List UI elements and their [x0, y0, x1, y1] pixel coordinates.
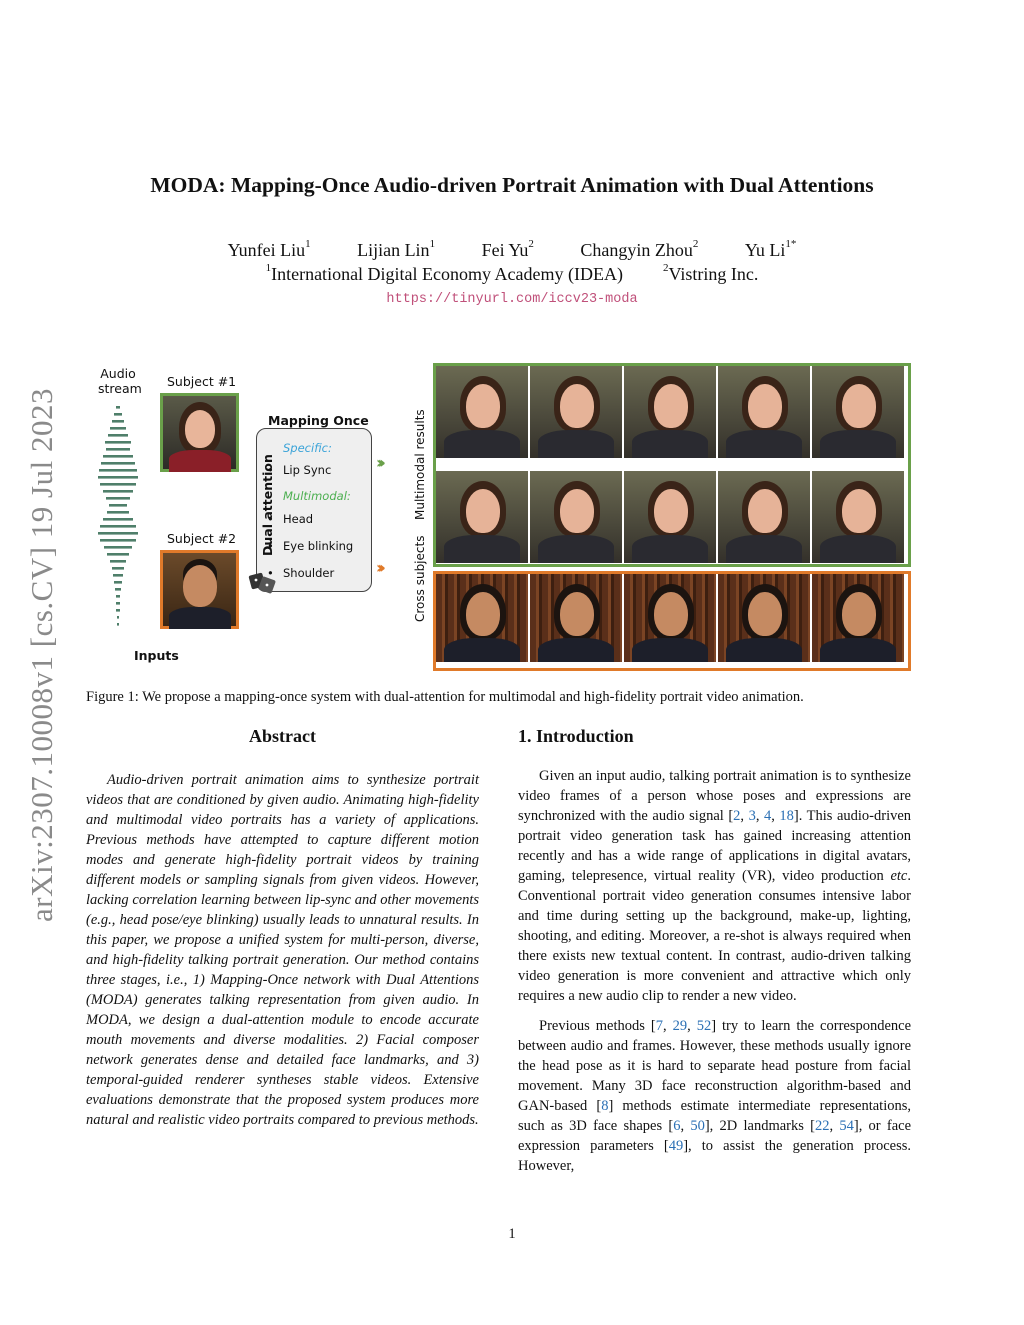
- chevron-right-icon: ›››: [376, 453, 381, 472]
- portrait-frame: [530, 366, 624, 458]
- author-sup: 1*: [785, 238, 797, 250]
- waveform-bar: [117, 616, 119, 619]
- waveform-bar: [112, 567, 124, 570]
- dice-icon: [248, 570, 278, 596]
- multimodal-heading: Multimodal:: [283, 489, 351, 503]
- waveform-bar: [103, 455, 133, 458]
- author: [357, 240, 435, 260]
- portrait-frame: [718, 366, 812, 458]
- paper-title: MODA: Mapping-Once Audio-driven Portrait Animation with Dual Attentions: [150, 173, 874, 197]
- citation-link[interactable]: 22: [814, 1118, 830, 1134]
- author-sup: 2: [528, 238, 534, 250]
- portrait-frame: [812, 574, 904, 662]
- author: [228, 240, 311, 260]
- waveform-bar: [107, 511, 129, 514]
- citation-link[interactable]: 2: [733, 808, 741, 824]
- intro-paragraph: Previous methods [7, 29, 52] try to learn the correspondence between audio and frames. However, these methods usually ignore the head pose as it is hard to separate head posture from facial movement. Many 3D face reconstruction algorithm-based and GAN-based [8] methods estimate intermediate representations, such as 3D face shapes [6, 50], 2D landmarks [22, 54], or face expression parameters [49], to assist the generation process. However,: [518, 1018, 912, 1174]
- citation-link[interactable]: 54: [839, 1118, 854, 1134]
- citation-link[interactable]: 7: [655, 1018, 663, 1034]
- waveform-bar: [108, 434, 128, 437]
- author-name: Yunfei Liu: [227, 240, 306, 260]
- waveform-bar: [106, 497, 130, 500]
- result-row: [436, 574, 904, 662]
- affiliation-sup: 1: [265, 262, 272, 274]
- waveform-bar: [98, 476, 138, 479]
- portrait-frame: [436, 574, 530, 662]
- author-list: [0, 240, 1024, 261]
- citation-link[interactable]: 18: [779, 808, 794, 824]
- portrait-frame: [436, 471, 530, 563]
- abstract-heading: Abstract: [249, 726, 316, 746]
- specific-heading: Specific:: [283, 441, 332, 455]
- audio-label: Audio stream: [98, 366, 142, 396]
- figure-caption: Figure 1: We propose a mapping-once system with dual-attention for multimodal and high-fidelity portrait video animation.: [86, 689, 804, 705]
- chevron-right-icon: ›››: [376, 558, 381, 577]
- dual-attention-label: Dual attention: [260, 454, 275, 556]
- waveform-bar: [103, 490, 133, 493]
- item-shoulder: • Shoulder: [283, 566, 334, 580]
- citation-link[interactable]: 8: [601, 1098, 609, 1114]
- waveform-bar: [116, 602, 120, 605]
- portrait-frame: [812, 471, 904, 563]
- author: [745, 240, 797, 260]
- introduction-heading: 1. Introduction: [518, 726, 634, 746]
- mapping-once-title: Mapping Once: [268, 413, 369, 428]
- waveform-bar: [117, 623, 119, 626]
- author-sup: 2: [692, 238, 699, 250]
- waveform-bar: [100, 539, 136, 542]
- author-sup: 1: [305, 238, 311, 250]
- intro-paragraph: Given an input audio, talking portrait animation is to synthesize video frames of a person whose poses and expressions are synchronized with the audio signal [2, 3, 4, 18]. This audio-driven portrait video generation task has gained increasing attention recently and has a wide range of applications in digital avatars, gaming, telepresence, virtual reality (VR), video production etc. Conventional portrait video generation consumes intensive labor and time during setting up the background, make-up, lighting, shooting, and editing. Moreover, a re-shot is always required when there exists new textual content. In contrast, audio-driven talking video generation is more convenient and attractive which only requires a new audio clip to render a new video.: [518, 768, 912, 1004]
- waveform-bar: [110, 560, 126, 563]
- citation-link[interactable]: 50: [690, 1118, 705, 1134]
- subject1-label: Subject #1: [167, 374, 237, 389]
- cross-subjects-grid: [433, 571, 911, 671]
- waveform-bar: [100, 525, 136, 528]
- citation-link[interactable]: 29: [672, 1018, 688, 1034]
- subject2-label: Subject #2: [167, 531, 237, 546]
- item-head: • Head: [283, 512, 313, 526]
- waveform-bar: [113, 574, 123, 577]
- portrait-frame: [624, 366, 718, 458]
- arxiv-identifier: [24, 365, 59, 945]
- waveform-bar: [107, 553, 129, 556]
- waveform-bar: [110, 427, 126, 430]
- waveform-bar: [99, 469, 137, 472]
- citation-link[interactable]: 49: [668, 1138, 684, 1154]
- waveform-bar: [106, 448, 130, 451]
- subject1-portrait: [160, 393, 239, 472]
- result-row: [436, 471, 904, 563]
- portrait-frame: [624, 471, 718, 563]
- introduction-body: [518, 766, 911, 1176]
- waveform-bar: [116, 406, 120, 409]
- citation-link[interactable]: 6: [673, 1118, 681, 1134]
- waveform-bar: [116, 609, 120, 612]
- portrait-frame: [436, 366, 530, 458]
- author-name: Yu Li: [744, 240, 786, 260]
- author-name: Changyin Zhou: [580, 240, 693, 260]
- author-sup: 1: [429, 238, 436, 250]
- result-row: [436, 366, 904, 458]
- item-lip-sync: • Lip Sync: [283, 463, 331, 477]
- affiliations: [0, 264, 1024, 285]
- waveform-bar: [104, 546, 132, 549]
- author: [580, 240, 698, 260]
- abstract-text: Audio-driven portrait animation aims to synthesize portrait videos that are conditioned by given audio. Animating high-fidelity and multimodal video portraits has a variety of applications. Previous methods have attempted to capture different motion modes and generate high-fidelity portrait videos by training different models or sampling signals from given videos. However, lacking correlation learning between lip-sync and other movements (e.g., head pose/eye blinking) usually leads to unnatural results. In this paper, we propose a unified system for multi-person, diverse, and high-fidelity talking portrait generation. Our method contains three stages, i.e., 1) Mapping-Once network with Dual Attentions (MODA) generates talking representation from given audio. In MODA, we design a dual-attention module to encode accurate mouth movements and diverse modalities. 2) Facial composer network generates dense and detailed face landmarks, and 3) temporal-guided renderer syntheses stable videos. Extensive evaluations demonstrate that the proposed system produces more natural and realistic video portraits compared to previous methods.: [86, 772, 479, 1128]
- multimodal-results-label: Multimodal results: [413, 409, 427, 520]
- waveform-bar: [112, 420, 124, 423]
- item-eye-blinking: • Eye blinking: [283, 539, 353, 553]
- waveform-bar: [114, 413, 122, 416]
- portrait-frame: [624, 574, 718, 662]
- portrait-frame: [718, 471, 812, 563]
- waveform-bar: [98, 532, 138, 535]
- waveform-bar: [109, 504, 127, 507]
- abstract-body: [86, 770, 479, 1130]
- citation-link[interactable]: 4: [764, 808, 772, 824]
- waveform-bar: [101, 462, 135, 465]
- inputs-label: Inputs: [134, 648, 179, 663]
- author-name: Fei Yu: [481, 240, 529, 260]
- cross-subjects-label: Cross subjects: [413, 535, 427, 622]
- waveform-bar: [105, 441, 131, 444]
- audio-waveform-icon: [92, 402, 144, 642]
- citation-link[interactable]: 3: [748, 808, 756, 824]
- author-name: Lijian Lin: [357, 240, 430, 260]
- waveform-bar: [103, 518, 133, 521]
- waveform-bar: [115, 588, 121, 591]
- portrait-frame: [718, 574, 812, 662]
- portrait-frame: [530, 574, 624, 662]
- waveform-bar: [100, 483, 136, 486]
- figure-1: [88, 360, 918, 680]
- waveform-bar: [116, 595, 120, 598]
- page-number: 1: [508, 1226, 516, 1242]
- multimodal-results-grid: [433, 363, 911, 567]
- arxiv-id-text: arXiv:2307.10008v1 [cs.CV] 19 Jul 2023: [24, 388, 59, 922]
- subject2-portrait: [160, 550, 239, 629]
- project-url-link[interactable]: https://tinyurl.com/iccv23-moda: [386, 292, 638, 307]
- affiliation-name: International Digital Economy Academy (IDEA): [271, 264, 623, 284]
- portrait-frame: [530, 471, 624, 563]
- citation-link[interactable]: 52: [696, 1018, 712, 1034]
- affiliation-name: Vistring Inc.: [668, 264, 759, 284]
- affiliation-sup: 2: [662, 262, 669, 274]
- author: [482, 240, 534, 260]
- portrait-frame: [812, 366, 904, 458]
- waveform-bar: [114, 581, 122, 584]
